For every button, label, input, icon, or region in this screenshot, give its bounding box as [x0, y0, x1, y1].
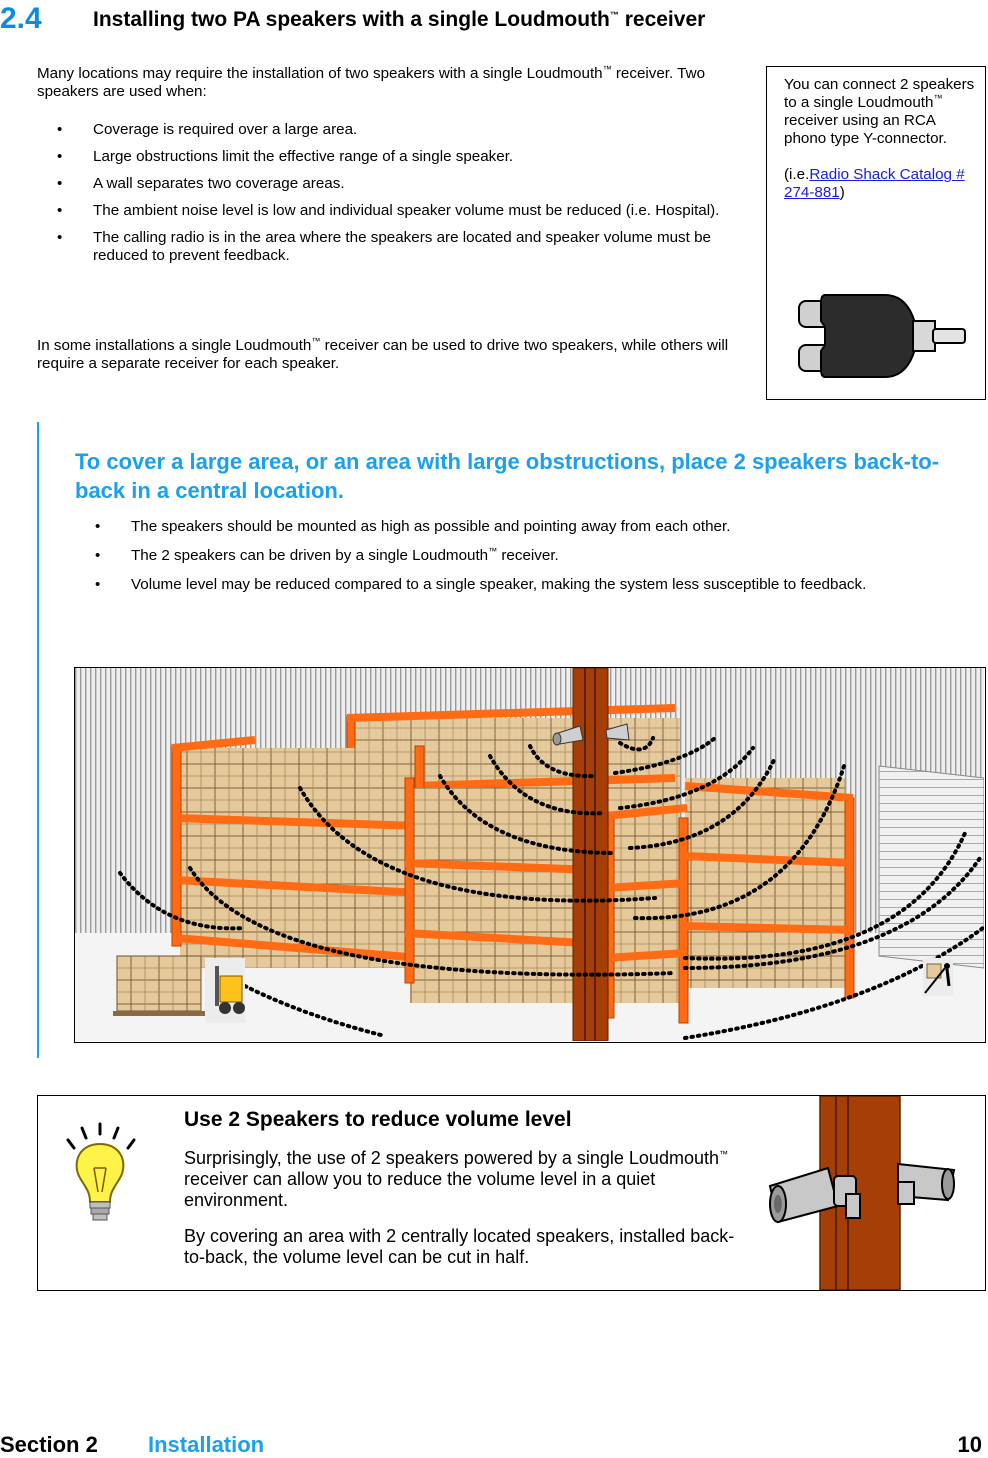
section-title: [93, 8, 705, 32]
outro-text-suffix: receiver can be used to drive two speakers, while others will require a separate receiver for each speaker.: [37, 337, 729, 372]
outro-paragraph: [37, 337, 737, 373]
section-title-text: Installing two PA speakers with a single Loudmouth: [93, 8, 610, 31]
section-title-suffix: receiver: [618, 8, 706, 31]
footer-section-name: Installation: [148, 1432, 265, 1457]
list-item: • A wall separates two coverage areas.: [37, 175, 757, 193]
rack-left: [172, 740, 424, 981]
tip-box: [37, 1095, 986, 1291]
callout-heading: To cover a large area, or an area with large obstructions, place 2 speakers back-to-back in a central location.: [75, 449, 940, 503]
tip-paragraph-1: [184, 1148, 744, 1211]
section-number: 2.4: [0, 2, 42, 35]
section-accent-rule: [37, 422, 39, 1058]
list-item: • The ambient noise level is low and individual speaker volume must be reduced (i.e. Hospital).: [37, 202, 757, 220]
trademark-mark: ™: [602, 63, 612, 74]
hand-truck-worker-icon: [923, 958, 953, 996]
tip-paragraph-2: By covering an area with 2 centrally located speakers, installed back-to-back, the volume level can be cut in half.: [184, 1226, 735, 1267]
callout-list: [75, 518, 975, 605]
list-item: [75, 547, 975, 565]
ref-close: ): [839, 184, 845, 201]
intro-text: Many locations may require the installation of two speakers with a single Loudmouth: [37, 65, 603, 82]
intro-text-suffix: receiver. Two speakers are used when:: [37, 65, 706, 100]
ref-open: (i.e.: [784, 166, 810, 183]
sidebox-text-body: You can connect 2 speakers to a single Loudmouth: [784, 76, 975, 111]
trademark-mark: ™: [718, 1149, 728, 1159]
intro-paragraph: [37, 65, 752, 101]
sidebox-text-suffix: receiver using an RCA phono type Y-connector.: [784, 112, 947, 147]
pallet: [113, 956, 205, 1016]
tip-title: Use 2 Speakers to reduce volume level: [184, 1108, 572, 1131]
lightbulb-icon: [60, 1122, 142, 1232]
speaker-horn-icon: [758, 1096, 984, 1290]
trademark-mark: ™: [933, 92, 943, 103]
list-item-text: The 2 speakers can be driven by a single Loudmouth: [131, 547, 489, 564]
list-item: • Volume level may be reduced compared to a single speaker, making the system less susceptible to feedback.: [75, 576, 975, 594]
radio-shack-catalog-link[interactable]: Radio Shack Catalog # 274-881: [784, 166, 965, 201]
trademark-mark: ™: [311, 335, 321, 346]
warehouse-scene: [75, 668, 984, 1041]
use-cases-list: [37, 121, 757, 274]
list-item-suffix: receiver.: [497, 547, 559, 564]
trademark-mark: ™: [609, 10, 619, 20]
outro-text: In some installations a single Loudmouth: [37, 337, 312, 354]
list-item: • Large obstructions limit the effective range of a single speaker.: [37, 148, 757, 166]
forklift-icon: [205, 958, 245, 1023]
connector-sidebox: [766, 66, 986, 400]
footer-section: Section 2: [0, 1432, 98, 1457]
tip-text-suffix: receiver can allow you to reduce the volume level in a quiet environment.: [184, 1169, 656, 1210]
rca-y-connector-icon: [797, 289, 969, 383]
trademark-mark: ™: [488, 545, 498, 556]
tip-text: Surprisingly, the use of 2 speakers powered by a single Loudmouth: [184, 1148, 719, 1168]
list-item: • The calling radio is in the area where the speakers are located and speaker volume must be reduced to prevent feedback.: [37, 229, 757, 265]
list-item: • Coverage is required over a large area.: [37, 121, 757, 139]
page-number: 10: [957, 1432, 982, 1457]
list-item: • The speakers should be mounted as high as possible and pointing away from each other.: [75, 518, 975, 536]
warehouse-illustration: [74, 667, 986, 1043]
sidebox-text: [784, 76, 979, 202]
